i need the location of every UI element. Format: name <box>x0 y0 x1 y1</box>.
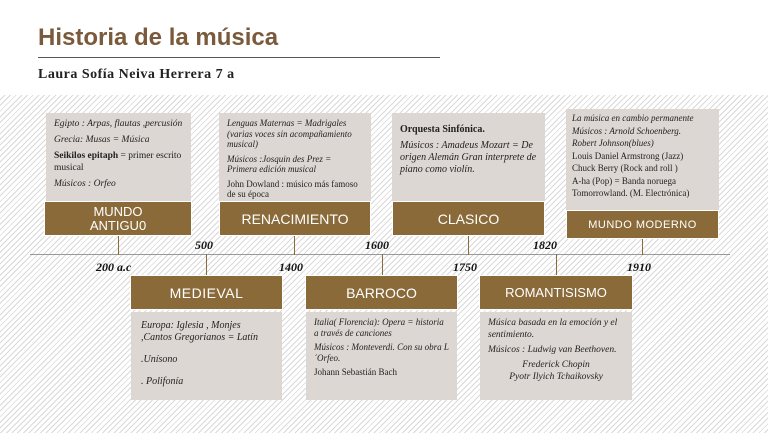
note-line: Músicos : Monteverdi. Con su obra L´Orfeo. <box>314 342 449 363</box>
band-medieval <box>130 275 283 310</box>
note-mundo-antiguo <box>46 113 191 203</box>
note-line: Músicos : Arnold Schoenberg. <box>572 125 681 136</box>
note-line: Música basada en la emoción y el sentimiento. <box>488 318 618 340</box>
note-line: Chuck Berry (Rock and roll ) <box>572 163 678 173</box>
band-label: MUNDO ANTIGU0 <box>89 203 147 233</box>
year-label: 500 <box>195 238 213 252</box>
note-line: Lenguas Maternas = Madrigales (varias voces sin acompañamiento musical) <box>227 118 352 149</box>
timeline-tick <box>642 239 643 255</box>
band-renacimiento <box>219 201 371 236</box>
title-underline <box>38 57 440 58</box>
band-label: BARROCO <box>346 284 417 301</box>
note-line: Pyotr Ilyich Tchaikovsky <box>509 372 603 382</box>
timeline-tick <box>468 236 469 255</box>
band-barroco <box>305 275 458 310</box>
year-label: 1750 <box>453 260 477 274</box>
note-romantisismo <box>480 312 632 400</box>
note-line: A-ha (Pop) = Banda noruega <box>572 175 677 186</box>
note-medieval <box>131 312 282 400</box>
note-line: Seikilos epitaph = primer escrito musical <box>54 151 182 173</box>
timeline-axis <box>30 254 730 255</box>
note-renacimiento <box>219 113 371 203</box>
band-label: MUNDO MODERNO <box>588 218 697 231</box>
band-romantisismo <box>479 275 633 310</box>
year-label: 1820 <box>533 238 557 252</box>
note-line: Músicos : Ludwig van Beethoven. <box>488 345 617 355</box>
note-line: Egipto : Arpas, flautas ,percusión <box>54 119 183 129</box>
timeline-tick <box>556 254 557 276</box>
band-label: CLASICO <box>437 210 500 227</box>
band-clasico <box>392 201 545 236</box>
note-clasico <box>392 113 545 203</box>
timeline-tick <box>206 254 207 276</box>
note-mundo-moderno <box>566 109 719 212</box>
note-line: Johann Sebastián Bach <box>314 367 397 377</box>
note-line: Frederick Chopin <box>522 360 590 370</box>
note-line: Italia( Florencia): Opera = historia a través de canciones <box>314 317 444 338</box>
note-line: Músicos : Amadeus Mozart = De origen Alemán Gran interprete de piano como violín. <box>400 140 537 175</box>
timeline-tick <box>118 236 119 255</box>
note-line: .Unísono <box>141 354 178 365</box>
note-line: Louis Daniel Armstrong (Jazz) <box>572 150 684 161</box>
note-line: Músicos :Josquin des Prez = Primera edición musical <box>227 153 332 174</box>
note-line: Europa: Iglesia , Monjes <box>141 320 241 331</box>
band-label: ROMANTISISMO <box>505 285 607 300</box>
note-line: John Dowland : músico más famoso de su época <box>227 178 358 199</box>
timeline-tick <box>382 254 383 276</box>
year-label: 200 a.c <box>96 260 132 274</box>
year-label: 1600 <box>365 238 389 252</box>
note-line: La música en cambio permanente <box>572 113 694 123</box>
year-label: 1400 <box>279 260 303 274</box>
band-label: MEDIEVAL <box>169 284 244 301</box>
band-mundo-antiguo <box>44 201 192 236</box>
note-line: Robert Johnson(blues) <box>572 138 654 148</box>
note-line: Músicos : Orfeo <box>54 179 116 189</box>
page-title: Historia de la música <box>38 24 279 51</box>
note-line: Orquesta Sinfónica. <box>400 124 485 135</box>
timeline-tick <box>294 236 295 255</box>
year-label: 1910 <box>627 260 651 274</box>
note-line: Tomorrowland. (M. Electrónica) <box>572 188 690 198</box>
note-line: ,Cantos Gregorianos = Latín <box>141 332 258 343</box>
note-line: Grecia: Musas = Música <box>54 135 150 145</box>
author-line: Laura Sofía Neiva Herrera 7 a <box>38 67 235 82</box>
note-barroco <box>306 312 457 400</box>
band-mundo-moderno <box>566 210 719 239</box>
band-label: RENACIMIENTO <box>241 210 349 227</box>
note-line: . Polifonía <box>141 376 184 387</box>
